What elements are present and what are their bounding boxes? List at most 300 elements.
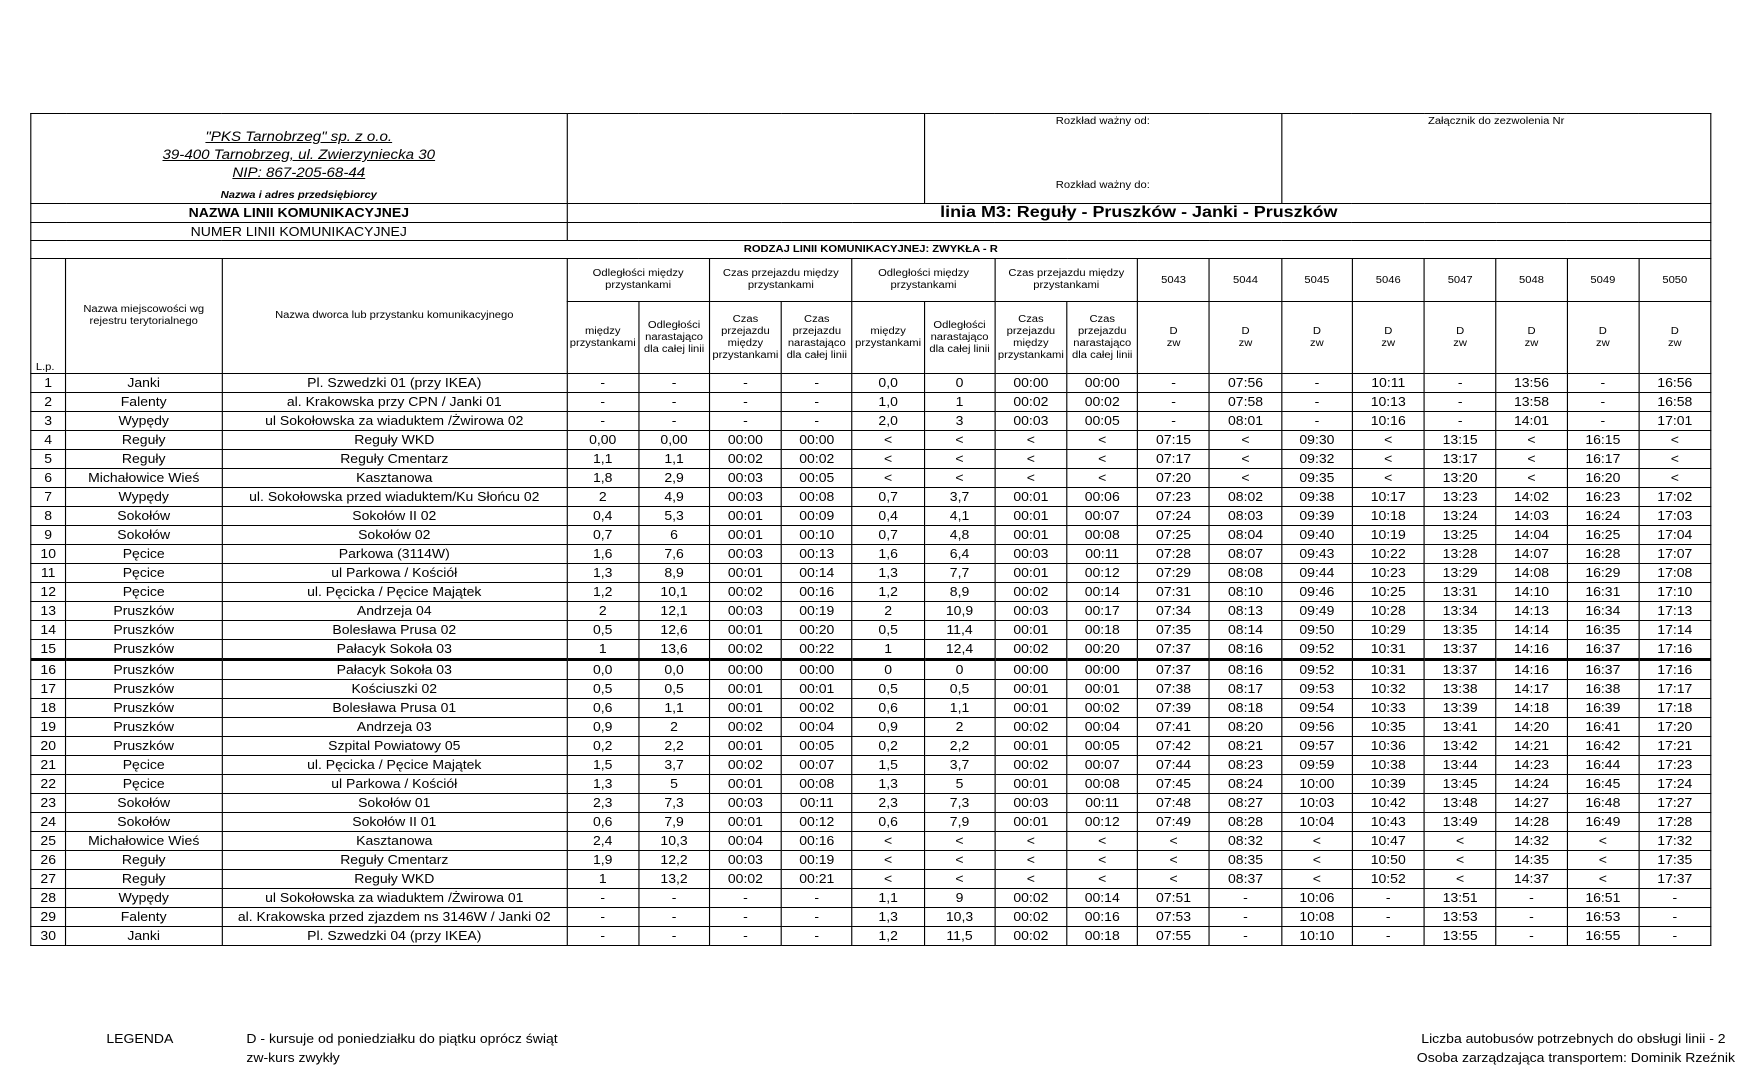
cell-time-cumulative-b: 00:11 xyxy=(1067,794,1138,813)
cell-course-5048: - xyxy=(1496,908,1567,927)
cell-course-5046: - xyxy=(1352,927,1424,946)
cell-dist-between-b: 1,2 xyxy=(852,583,924,602)
cell-course-5045: < xyxy=(1282,851,1353,870)
cell-course-5045: 09:52 xyxy=(1282,640,1353,660)
cell-course-5050: 17:02 xyxy=(1639,488,1711,507)
cell-time-cumulative-a: - xyxy=(781,412,852,431)
cell-dist-cumulative-b: 8,9 xyxy=(924,583,995,602)
cell-town: Pruszków xyxy=(66,640,222,660)
table-row xyxy=(31,507,1711,526)
cell-course-5043: 07:41 xyxy=(1138,718,1210,737)
cell-time-cumulative-a: 00:13 xyxy=(781,545,852,564)
cell-dist-between-b: 1,2 xyxy=(852,927,924,946)
cell-dist-cumulative-a: 1,1 xyxy=(639,699,710,718)
cell-town: Reguły xyxy=(66,450,222,469)
cell-time-between-a: 00:03 xyxy=(709,469,781,488)
cell-dist-between-a: - xyxy=(567,908,639,927)
cell-course-5047: 13:41 xyxy=(1424,718,1496,737)
cell-lp: 26 xyxy=(31,851,66,870)
cell-stop: Kościuszki 02 xyxy=(222,680,567,699)
cell-town: Pęcice xyxy=(66,775,222,794)
cell-course-5047: 13:31 xyxy=(1424,583,1496,602)
cell-course-5048: 14:14 xyxy=(1496,621,1567,640)
cell-course-5050: 17:16 xyxy=(1639,640,1711,660)
cell-dist-between-b: 0,0 xyxy=(852,374,924,393)
cell-time-cumulative-b: 00:18 xyxy=(1067,621,1138,640)
cell-course-5047: 13:23 xyxy=(1424,488,1496,507)
cell-dist-between-b: 1,0 xyxy=(852,393,924,412)
cell-dist-cumulative-a: 12,6 xyxy=(639,621,710,640)
cell-dist-between-a: 2,3 xyxy=(567,794,639,813)
cell-dist-between-a: - xyxy=(567,393,639,412)
cell-course-5047: 13:51 xyxy=(1424,889,1496,908)
cell-time-between-a: 00:03 xyxy=(709,545,781,564)
cell-time-cumulative-b: 00:14 xyxy=(1067,889,1138,908)
cell-time-between-b: 00:02 xyxy=(995,718,1067,737)
cell-time-between-b: < xyxy=(995,431,1067,450)
cell-time-cumulative-a: 00:21 xyxy=(781,870,852,889)
cell-course-5044: < xyxy=(1210,450,1282,469)
cell-time-between-a: - xyxy=(709,393,781,412)
cell-time-cumulative-a: 00:12 xyxy=(781,813,852,832)
cell-course-5043: - xyxy=(1138,374,1210,393)
cell-course-5045: - xyxy=(1282,393,1353,412)
cell-dist-cumulative-a: 7,3 xyxy=(639,794,710,813)
header-dist-group-b: Odległości między przystankami xyxy=(852,259,995,302)
cell-course-5044: 08:04 xyxy=(1210,526,1282,545)
cell-course-5049: 16:25 xyxy=(1567,526,1639,545)
cell-dist-cumulative-a: 12,2 xyxy=(639,851,710,870)
cell-course-5049: 16:49 xyxy=(1567,813,1639,832)
cell-dist-between-b: 0,6 xyxy=(852,699,924,718)
cell-course-5048: 14:21 xyxy=(1496,737,1567,756)
table-row xyxy=(31,545,1711,564)
cell-dist-cumulative-b: < xyxy=(924,450,995,469)
cell-course-5045: 09:30 xyxy=(1282,431,1353,450)
cell-course-5046: 10:19 xyxy=(1352,526,1424,545)
cell-time-cumulative-b: 00:05 xyxy=(1067,412,1138,431)
cell-dist-between-a: 1,5 xyxy=(567,756,639,775)
cell-lp: 7 xyxy=(31,488,66,507)
cell-dist-cumulative-b: 2 xyxy=(924,718,995,737)
cell-lp: 28 xyxy=(31,889,66,908)
cell-lp: 23 xyxy=(31,794,66,813)
cell-time-between-a: 00:02 xyxy=(709,756,781,775)
cell-course-5045: 09:52 xyxy=(1282,660,1353,680)
header-time-cumulative-b: Czas przejazdu narastająco dla całej linii xyxy=(1067,302,1138,374)
cell-course-5047: - xyxy=(1424,412,1496,431)
cell-dist-between-b: 1,3 xyxy=(852,775,924,794)
line-type: RODZAJ LINII KOMUNIKACYJNEJ: ZWYKŁA - R xyxy=(31,241,1711,259)
cell-course-5049: - xyxy=(1567,374,1639,393)
cell-dist-cumulative-a: 2,2 xyxy=(639,737,710,756)
cell-dist-between-b: 1,3 xyxy=(852,908,924,927)
header-dist-cumulative-a: Odległości narastająco dla całej linii xyxy=(639,302,710,374)
cell-course-5046: 10:36 xyxy=(1352,737,1424,756)
cell-dist-between-a: - xyxy=(567,927,639,946)
cell-course-5045: 09:44 xyxy=(1282,564,1353,583)
cell-time-cumulative-b: 00:18 xyxy=(1067,927,1138,946)
cell-course-5048: 14:24 xyxy=(1496,775,1567,794)
cell-town: Pruszków xyxy=(66,660,222,680)
cell-time-cumulative-b: 00:02 xyxy=(1067,393,1138,412)
cell-dist-between-a: 0,6 xyxy=(567,699,639,718)
table-row xyxy=(31,564,1711,583)
cell-dist-cumulative-b: 6,4 xyxy=(924,545,995,564)
cell-town: Janki xyxy=(66,374,222,393)
cell-time-cumulative-a: 00:16 xyxy=(781,583,852,602)
cell-course-5048: 14:13 xyxy=(1496,602,1567,621)
cell-lp: 19 xyxy=(31,718,66,737)
cell-time-between-a: 00:02 xyxy=(709,870,781,889)
cell-time-cumulative-b: 00:00 xyxy=(1067,374,1138,393)
cell-town: Janki xyxy=(66,927,222,946)
cell-dist-between-a: 1,2 xyxy=(567,583,639,602)
cell-time-between-a: 00:01 xyxy=(709,737,781,756)
company-address: 39-400 Tarnobrzeg, ul. Zwierzyniecka 30 xyxy=(162,147,436,162)
legend-buses: Liczba autobusów potrzebnych do obsługi linii - 2 xyxy=(1421,1032,1726,1046)
cell-course-5043: 07:34 xyxy=(1138,602,1210,621)
cell-course-5047: 13:53 xyxy=(1424,908,1496,927)
cell-course-5045: 10:06 xyxy=(1282,889,1353,908)
cell-dist-between-a: 0,9 xyxy=(567,718,639,737)
cell-course-5046: 10:50 xyxy=(1352,851,1424,870)
cell-town: Michałowice Wieś xyxy=(66,469,222,488)
cell-time-cumulative-b: < xyxy=(1067,832,1138,851)
cell-course-5048: 14:28 xyxy=(1496,813,1567,832)
cell-course-5048: 14:16 xyxy=(1496,660,1567,680)
cell-course-5048: 14:07 xyxy=(1496,545,1567,564)
legend-title: LEGENDA xyxy=(106,1032,174,1046)
cell-dist-between-b: 2,0 xyxy=(852,412,924,431)
cell-course-5048: 14:10 xyxy=(1496,583,1567,602)
cell-time-between-b: < xyxy=(995,469,1067,488)
cell-dist-between-b: 0 xyxy=(852,660,924,680)
cell-stop: Andrzeja 03 xyxy=(222,718,567,737)
cell-lp: 14 xyxy=(31,621,66,640)
cell-dist-cumulative-a: - xyxy=(639,908,710,927)
cell-course-5050: 17:04 xyxy=(1639,526,1711,545)
cell-town: Pruszków xyxy=(66,699,222,718)
cell-time-cumulative-b: 00:17 xyxy=(1067,602,1138,621)
cell-stop: ul. Pęcicka / Pęcice Majątek xyxy=(222,583,567,602)
cell-course-5044: - xyxy=(1210,927,1282,946)
cell-dist-between-b: 0,5 xyxy=(852,680,924,699)
cell-course-5046: - xyxy=(1352,908,1424,927)
valid-from-label: Rozkład ważny od: xyxy=(1055,116,1150,127)
cell-course-5045: 10:03 xyxy=(1282,794,1353,813)
cell-course-5050: 17:03 xyxy=(1639,507,1711,526)
cell-course-5049: - xyxy=(1567,393,1639,412)
cell-course-5048: 14:32 xyxy=(1496,832,1567,851)
cell-course-5044: 08:17 xyxy=(1210,680,1282,699)
cell-dist-cumulative-a: 2,9 xyxy=(639,469,710,488)
cell-course-5044: - xyxy=(1210,889,1282,908)
cell-dist-between-b: 2 xyxy=(852,602,924,621)
cell-course-5048: < xyxy=(1496,431,1567,450)
table-row xyxy=(31,469,1711,488)
cell-dist-cumulative-a: 0,5 xyxy=(639,680,710,699)
cell-lp: 11 xyxy=(31,564,66,583)
cell-course-5048: 14:23 xyxy=(1496,756,1567,775)
cell-time-between-b: 00:03 xyxy=(995,412,1067,431)
cell-stop: Reguły Cmentarz xyxy=(222,450,567,469)
cell-course-5049: 16:51 xyxy=(1567,889,1639,908)
cell-course-5046: 10:31 xyxy=(1352,660,1424,680)
cell-dist-between-a: 1,3 xyxy=(567,775,639,794)
cell-course-5050: 17:18 xyxy=(1639,699,1711,718)
cell-time-between-a: 00:01 xyxy=(709,813,781,832)
cell-dist-cumulative-a: 1,1 xyxy=(639,450,710,469)
cell-course-5044: 08:03 xyxy=(1210,507,1282,526)
cell-course-5048: 14:18 xyxy=(1496,699,1567,718)
line-number-label: NUMER LINII KOMUNIKACYJNEJ xyxy=(31,223,567,241)
cell-dist-between-a: 0,2 xyxy=(567,737,639,756)
cell-town: Pęcice xyxy=(66,564,222,583)
cell-time-between-b: 00:01 xyxy=(995,564,1067,583)
cell-course-5044: 08:28 xyxy=(1210,813,1282,832)
cell-course-5050: 17:13 xyxy=(1639,602,1711,621)
cell-course-5049: < xyxy=(1567,851,1639,870)
cell-time-between-a: - xyxy=(709,927,781,946)
course-kind: D zw xyxy=(1210,302,1282,374)
header-time-between-a: Czas przejazdu między przystankami xyxy=(709,302,781,374)
cell-dist-cumulative-b: 12,4 xyxy=(924,640,995,660)
cell-course-5044: 08:16 xyxy=(1210,660,1282,680)
cell-dist-cumulative-b: 10,3 xyxy=(924,908,995,927)
cell-dist-between-a: 0,6 xyxy=(567,813,639,832)
cell-time-between-b: 00:02 xyxy=(995,908,1067,927)
table-row xyxy=(31,756,1711,775)
cell-town: Michałowice Wieś xyxy=(66,832,222,851)
table-row xyxy=(31,450,1711,469)
cell-course-5046: < xyxy=(1352,450,1424,469)
cell-dist-cumulative-a: 2 xyxy=(639,718,710,737)
cell-course-5046: 10:35 xyxy=(1352,718,1424,737)
cell-lp: 20 xyxy=(31,737,66,756)
cell-dist-between-b: 0,9 xyxy=(852,718,924,737)
cell-dist-between-a: 0,4 xyxy=(567,507,639,526)
cell-course-5047: 13:17 xyxy=(1424,450,1496,469)
line-name-value: linia M3: Reguły - Pruszków - Janki - Pruszków xyxy=(567,204,1711,223)
cell-course-5045: 10:08 xyxy=(1282,908,1353,927)
cell-time-cumulative-b: 00:14 xyxy=(1067,583,1138,602)
cell-time-cumulative-b: 00:05 xyxy=(1067,737,1138,756)
table-row xyxy=(31,718,1711,737)
course-number: 5043 xyxy=(1138,259,1210,302)
cell-course-5049: < xyxy=(1567,832,1639,851)
cell-course-5049: 16:55 xyxy=(1567,927,1639,946)
cell-dist-cumulative-a: - xyxy=(639,927,710,946)
cell-dist-between-b: 0,7 xyxy=(852,526,924,545)
cell-course-5047: 13:49 xyxy=(1424,813,1496,832)
cell-time-cumulative-a: - xyxy=(781,393,852,412)
cell-town: Falenty xyxy=(66,908,222,927)
cell-course-5043: 07:48 xyxy=(1138,794,1210,813)
cell-course-5043: 07:42 xyxy=(1138,737,1210,756)
cell-lp: 1 xyxy=(31,374,66,393)
cell-dist-between-b: 1,6 xyxy=(852,545,924,564)
cell-course-5047: < xyxy=(1424,851,1496,870)
cell-time-cumulative-a: 00:00 xyxy=(781,660,852,680)
cell-course-5050: 17:24 xyxy=(1639,775,1711,794)
cell-course-5045: 10:10 xyxy=(1282,927,1353,946)
cell-dist-between-b: < xyxy=(852,431,924,450)
cell-course-5044: 08:24 xyxy=(1210,775,1282,794)
cell-town: Wypędy xyxy=(66,488,222,507)
cell-dist-cumulative-b: < xyxy=(924,870,995,889)
cell-course-5043: 07:38 xyxy=(1138,680,1210,699)
cell-course-5046: 10:33 xyxy=(1352,699,1424,718)
cell-time-cumulative-b: 00:00 xyxy=(1067,660,1138,680)
cell-dist-cumulative-a: 3,7 xyxy=(639,756,710,775)
cell-course-5043: 07:17 xyxy=(1138,450,1210,469)
cell-course-5043: 07:44 xyxy=(1138,756,1210,775)
cell-course-5050: 17:17 xyxy=(1639,680,1711,699)
cell-time-between-b: 00:02 xyxy=(995,640,1067,660)
cell-course-5048: - xyxy=(1496,889,1567,908)
cell-time-cumulative-b: 00:07 xyxy=(1067,507,1138,526)
table-row xyxy=(31,640,1711,660)
cell-time-cumulative-a: 00:19 xyxy=(781,602,852,621)
cell-dist-between-a: 1,1 xyxy=(567,450,639,469)
cell-course-5044: 08:37 xyxy=(1210,870,1282,889)
cell-time-between-b: < xyxy=(995,870,1067,889)
cell-dist-cumulative-a: - xyxy=(639,393,710,412)
cell-course-5049: 16:31 xyxy=(1567,583,1639,602)
cell-course-5050: 17:21 xyxy=(1639,737,1711,756)
cell-time-between-a: 00:03 xyxy=(709,794,781,813)
cell-course-5050: 17:16 xyxy=(1639,660,1711,680)
table-row xyxy=(31,621,1711,640)
cell-course-5050: 17:37 xyxy=(1639,870,1711,889)
cell-dist-cumulative-b: 2,2 xyxy=(924,737,995,756)
course-kind: D zw xyxy=(1639,302,1711,374)
header-time-cumulative-a: Czas przejazdu narastająco dla całej linii xyxy=(781,302,852,374)
cell-dist-cumulative-b: 3,7 xyxy=(924,756,995,775)
cell-stop: Reguły Cmentarz xyxy=(222,851,567,870)
cell-course-5047: 13:34 xyxy=(1424,602,1496,621)
cell-time-cumulative-b: 00:20 xyxy=(1067,640,1138,660)
cell-dist-cumulative-b: 7,3 xyxy=(924,794,995,813)
cell-course-5044: 08:32 xyxy=(1210,832,1282,851)
course-number: 5050 xyxy=(1639,259,1711,302)
course-kind: D zw xyxy=(1424,302,1496,374)
cell-dist-cumulative-b: < xyxy=(924,469,995,488)
cell-lp: 24 xyxy=(31,813,66,832)
cell-dist-cumulative-b: 0 xyxy=(924,374,995,393)
cell-course-5049: 16:42 xyxy=(1567,737,1639,756)
cell-time-cumulative-a: 00:05 xyxy=(781,469,852,488)
header-stop: Nazwa dworca lub przystanku komunikacyjnego xyxy=(222,259,567,374)
cell-stop: Sokołów II 01 xyxy=(222,813,567,832)
cell-course-5044: 08:10 xyxy=(1210,583,1282,602)
cell-dist-between-a: 0,0 xyxy=(567,660,639,680)
cell-stop: Pałacyk Sokoła 03 xyxy=(222,660,567,680)
cell-lp: 3 xyxy=(31,412,66,431)
cell-course-5043: 07:37 xyxy=(1138,660,1210,680)
cell-time-between-b: 00:01 xyxy=(995,699,1067,718)
cell-time-cumulative-a: - xyxy=(781,374,852,393)
table-row xyxy=(31,374,1711,393)
cell-time-between-b: 00:00 xyxy=(995,374,1067,393)
cell-lp: 6 xyxy=(31,469,66,488)
cell-course-5050: 17:10 xyxy=(1639,583,1711,602)
cell-stop: Andrzeja 04 xyxy=(222,602,567,621)
cell-time-cumulative-a: 00:14 xyxy=(781,564,852,583)
cell-stop: Pl. Szwedzki 04 (przy IKEA) xyxy=(222,927,567,946)
cell-time-between-b: 00:01 xyxy=(995,813,1067,832)
cell-time-between-a: 00:01 xyxy=(709,507,781,526)
cell-time-between-a: 00:00 xyxy=(709,660,781,680)
cell-stop: al. Krakowska przed zjazdem ns 3146W / Janki 02 xyxy=(222,908,567,927)
cell-dist-cumulative-a: 7,9 xyxy=(639,813,710,832)
cell-course-5046: - xyxy=(1352,889,1424,908)
cell-course-5047: 13:42 xyxy=(1424,737,1496,756)
cell-course-5049: 16:37 xyxy=(1567,640,1639,660)
cell-dist-between-a: - xyxy=(567,412,639,431)
course-kind: D zw xyxy=(1567,302,1639,374)
cell-course-5049: - xyxy=(1567,412,1639,431)
cell-dist-cumulative-b: 4,1 xyxy=(924,507,995,526)
cell-course-5048: < xyxy=(1496,450,1567,469)
cell-course-5047: 13:29 xyxy=(1424,564,1496,583)
cell-dist-between-b: 0,7 xyxy=(852,488,924,507)
cell-stop: al. Krakowska przy CPN / Janki 01 xyxy=(222,393,567,412)
table-row xyxy=(31,393,1711,412)
company-name: "PKS Tarnobrzeg" sp. z o.o. xyxy=(205,129,393,144)
cell-course-5043: - xyxy=(1138,412,1210,431)
cell-course-5044: 07:56 xyxy=(1210,374,1282,393)
legend-zw: zw-kurs zwykły xyxy=(246,1051,340,1065)
cell-time-between-b: < xyxy=(995,450,1067,469)
cell-time-cumulative-b: 00:12 xyxy=(1067,813,1138,832)
cell-time-between-a: 00:03 xyxy=(709,602,781,621)
cell-course-5049: 16:35 xyxy=(1567,621,1639,640)
cell-course-5047: 13:35 xyxy=(1424,621,1496,640)
cell-course-5046: 10:17 xyxy=(1352,488,1424,507)
attachment-label: Załącznik do zezwolenia Nr xyxy=(1427,116,1565,127)
cell-dist-cumulative-b: 7,9 xyxy=(924,813,995,832)
company-block xyxy=(31,114,567,204)
cell-dist-cumulative-b: 3,7 xyxy=(924,488,995,507)
cell-course-5043: 07:37 xyxy=(1138,640,1210,660)
table-row xyxy=(31,602,1711,621)
table-row xyxy=(31,488,1711,507)
cell-time-cumulative-b: 00:07 xyxy=(1067,756,1138,775)
cell-time-cumulative-b: < xyxy=(1067,469,1138,488)
cell-time-between-a: - xyxy=(709,908,781,927)
cell-course-5045: < xyxy=(1282,870,1353,889)
cell-time-between-b: 00:03 xyxy=(995,545,1067,564)
cell-course-5044: 08:13 xyxy=(1210,602,1282,621)
cell-course-5049: 16:17 xyxy=(1567,450,1639,469)
cell-course-5046: 10:28 xyxy=(1352,602,1424,621)
cell-course-5048: 13:56 xyxy=(1496,374,1567,393)
cell-course-5043: 07:55 xyxy=(1138,927,1210,946)
cell-lp: 15 xyxy=(31,640,66,660)
cell-course-5045: 09:50 xyxy=(1282,621,1353,640)
cell-course-5048: 14:08 xyxy=(1496,564,1567,583)
header-town: Nazwa miejscowości wg rejestru terytorialnego xyxy=(66,259,222,374)
cell-dist-cumulative-b: 11,4 xyxy=(924,621,995,640)
cell-course-5049: 16:34 xyxy=(1567,602,1639,621)
cell-dist-cumulative-b: < xyxy=(924,851,995,870)
cell-course-5049: 16:28 xyxy=(1567,545,1639,564)
cell-dist-between-a: 1 xyxy=(567,870,639,889)
cell-dist-between-a: - xyxy=(567,889,639,908)
cell-course-5047: - xyxy=(1424,393,1496,412)
